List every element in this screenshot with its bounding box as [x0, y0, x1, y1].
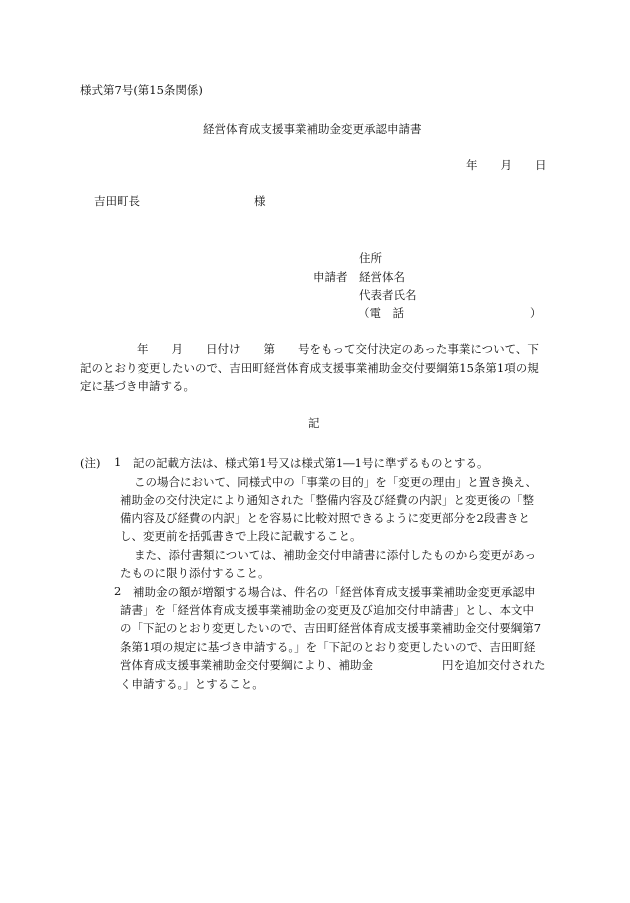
body-line-3: 定に基づき申請する。: [80, 379, 195, 393]
note-1-line: 記の記載方法は、様式第1号又は様式第1―1号に準ずるものとする。: [133, 456, 489, 470]
applicant-label: 申請者: [313, 270, 348, 284]
applicant-phone-close: ）: [530, 306, 542, 320]
note-1-number: 1: [114, 455, 122, 469]
note-2-number: 2: [114, 584, 122, 598]
applicant-address-label: 住所: [359, 251, 382, 265]
note-1-line: 補助金の交付決定により通知された「整備内容及び経費の内訳」と変更後の「整: [120, 493, 534, 507]
note-1-line: たものに限り添付すること。: [120, 566, 270, 580]
note-2-line: の「下記のとおり変更したいので、吉田町経営体育成支援事業補助金交付要綱第7: [120, 621, 542, 635]
applicant-phone-label: （電 話: [358, 306, 404, 320]
document-title: 経営体育成支援事業補助金変更承認申請書: [203, 122, 422, 136]
body-line-2: 記のとおり変更したいので、吉田町経営体育成支援事業補助金交付要綱第15条第1項の規: [80, 361, 539, 375]
note-2-line: く申請する。」とすること。: [120, 677, 264, 691]
addressee-name: 吉田町長: [94, 194, 140, 208]
body-line-1: 年 月 日付け 第 号をもって交付決定のあった事業について、下: [137, 342, 539, 356]
note-2-line: 条第1項の規定に基づき申請する。」を「下記のとおり変更したいので、吉田町経: [120, 640, 536, 654]
addressee-honorific: 様: [254, 194, 266, 208]
note-1-line: 備内容及び経費の内訳」とを容易に比較対照できるように変更部分を2段書きと: [120, 511, 530, 525]
form-number: 様式第7号(第15条関係): [80, 83, 203, 97]
notes-label: (注): [80, 456, 101, 470]
note-2-line: 請書」を「経営体育成支援事業補助金の変更及び追加交付申請書」とし、本文中: [120, 603, 534, 617]
note-1-line: また、添付書類については、補助金交付申請書に添付したものから変更があっ: [134, 548, 537, 562]
ki-heading: 記: [308, 416, 320, 430]
note-2-line: 補助金の額が増額する場合は、件名の「経営体育成支援事業補助金変更承認申: [133, 585, 536, 599]
date-line: 年 月 日: [466, 158, 547, 172]
applicant-representative-label: 代表者氏名: [359, 288, 417, 302]
note-1-line: この場合において、同様式中の「事業の目的」を「変更の理由」と置き換え、: [134, 475, 537, 489]
note-1-line: し、変更前を括弧書きで上段に記載すること。: [120, 529, 362, 543]
applicant-entity-label: 経営体名: [359, 270, 405, 284]
note-2-line: 営体育成支援事業補助金交付要綱により、補助金 円を追加交付された: [120, 658, 546, 672]
